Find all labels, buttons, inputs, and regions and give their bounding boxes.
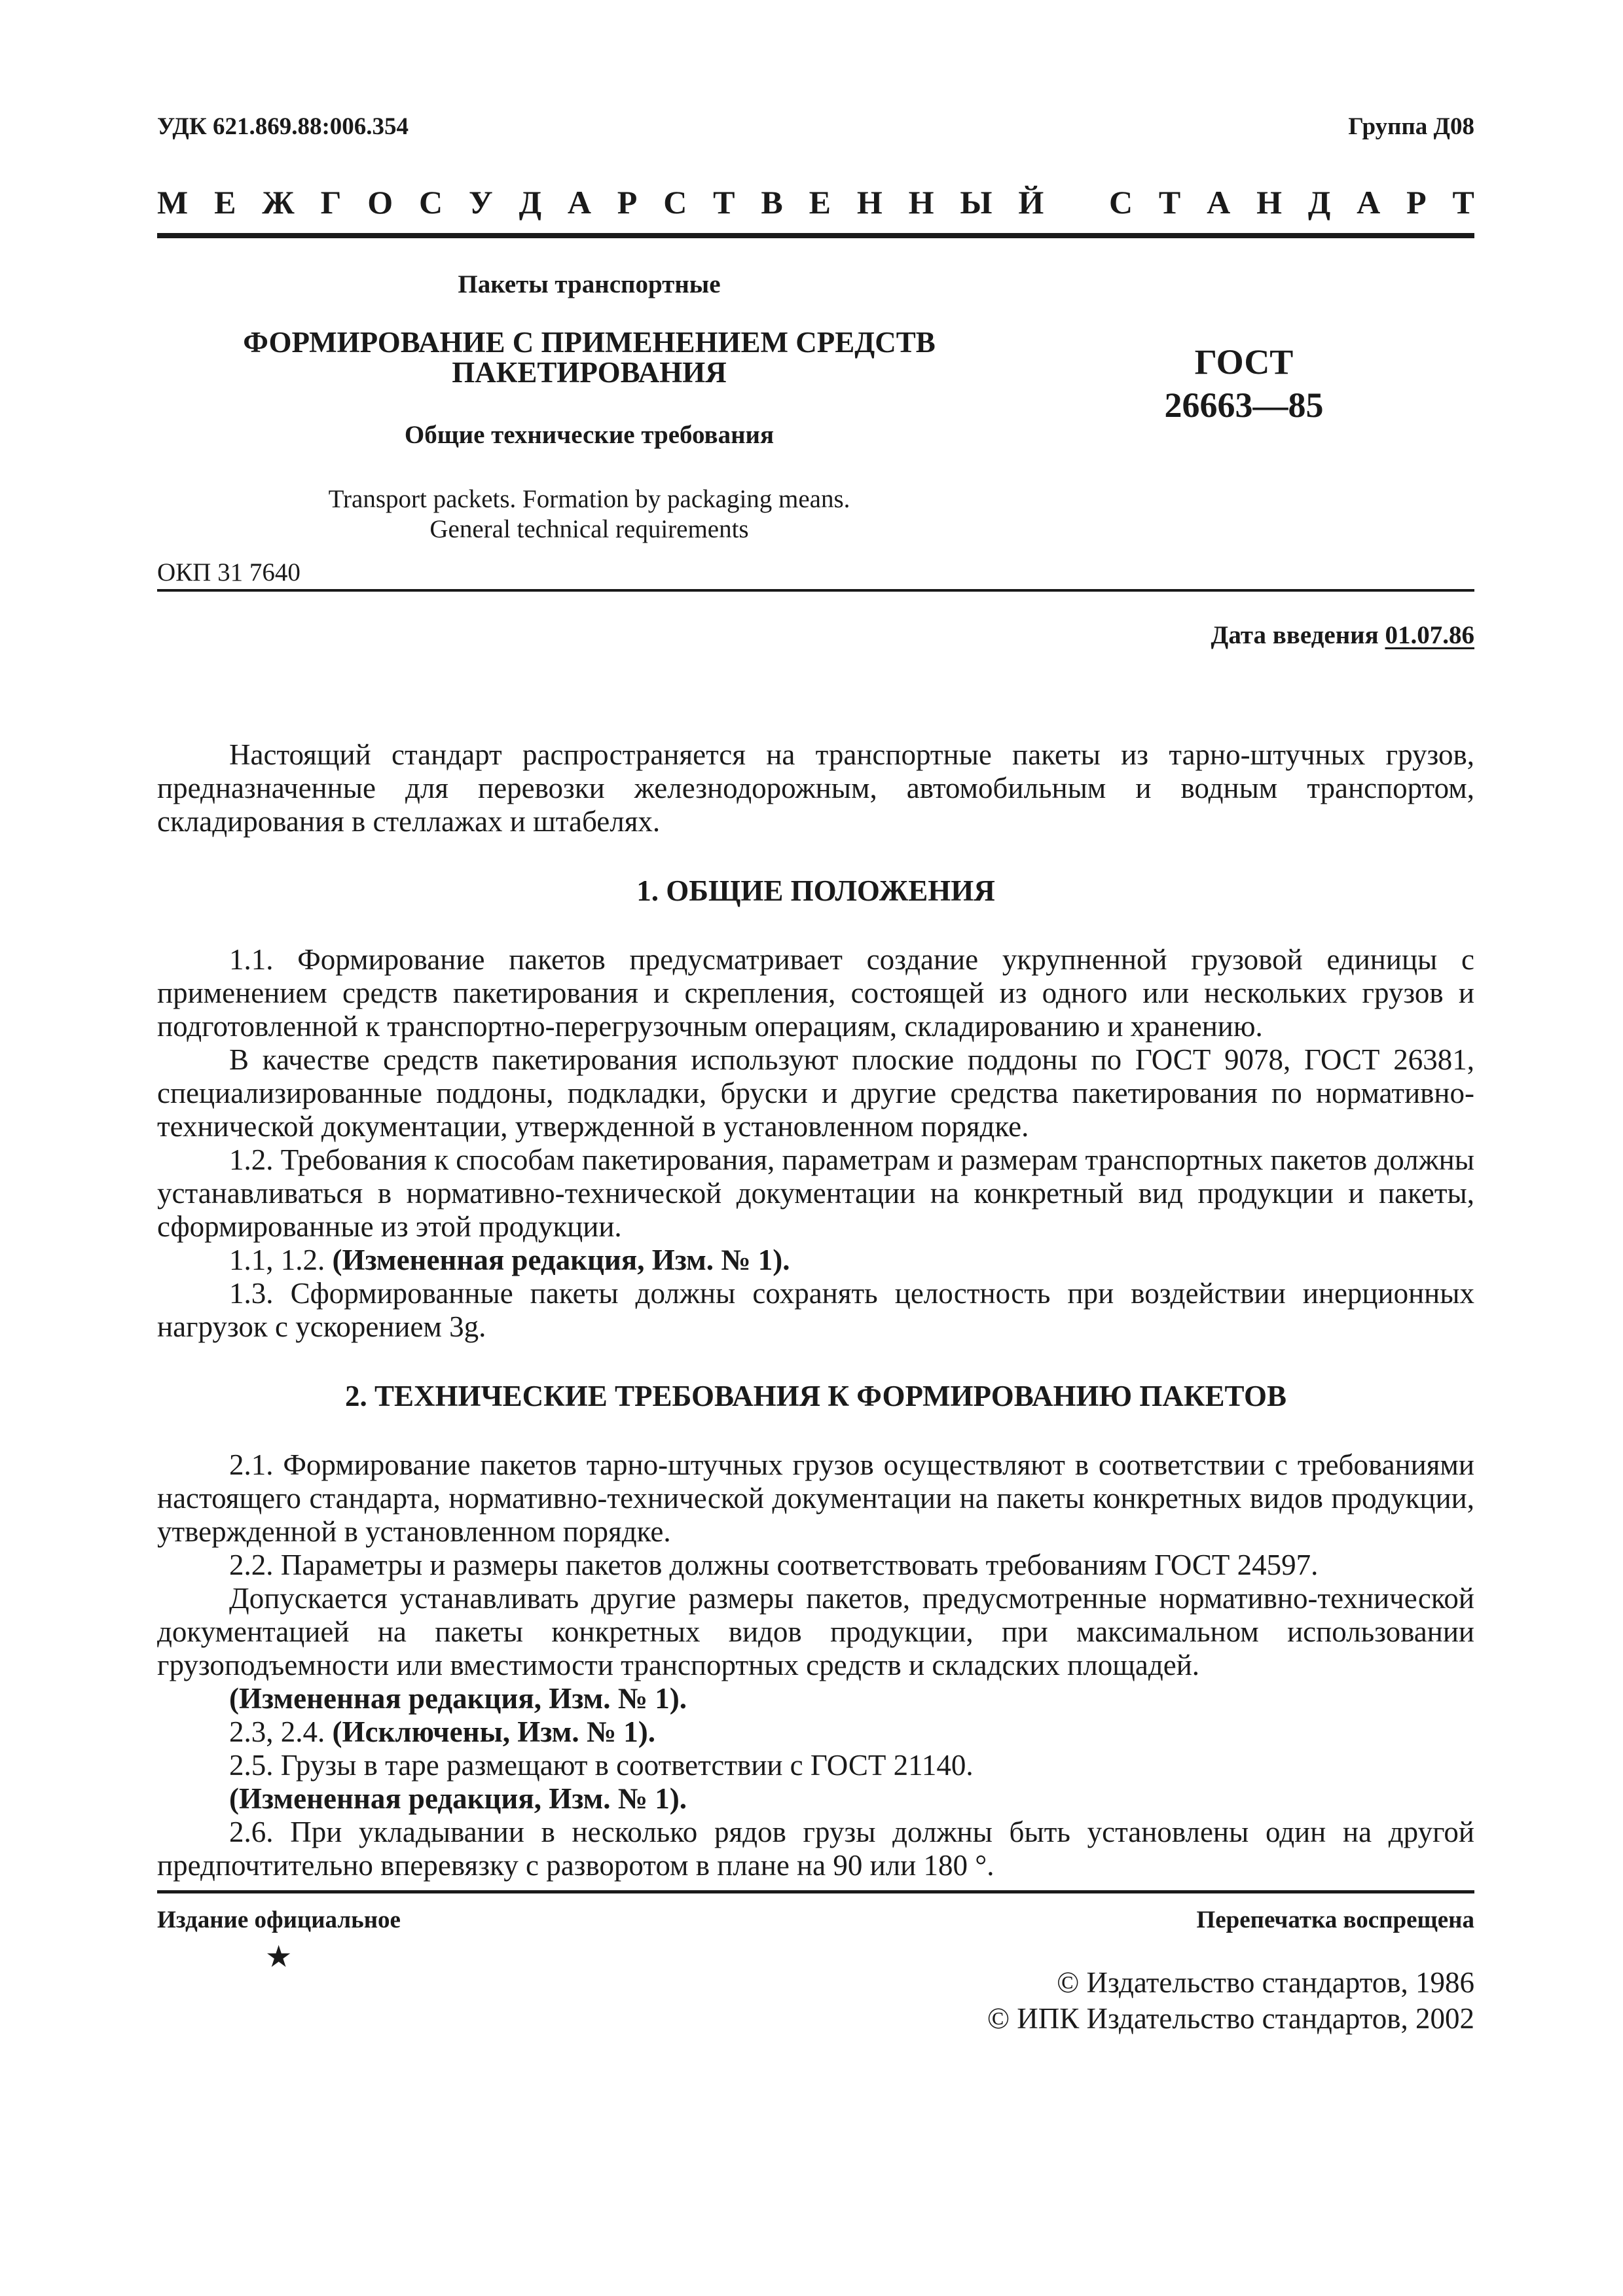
amendment-note: (Измененная редакция, Изм. № 1). <box>229 1682 687 1715</box>
subtitle-top: Пакеты транспортные <box>458 270 721 298</box>
amendment-text: (Измененная редакция, Изм. № 1). <box>332 1244 790 1276</box>
banner-letter: Е <box>214 184 236 221</box>
paragraph-2-2: 2.2. Параметры и размеры пакетов должны соответствовать требованиям ГОСТ 24597. <box>229 1549 1319 1581</box>
amendment-note: (Измененная редакция, Изм. № 1). <box>229 1782 687 1815</box>
section-2-title: 2. ТЕХНИЧЕСКИЕ ТРЕБОВАНИЯ К ФОРМИРОВАНИЮ ПАКЕТОВ <box>345 1380 1286 1412</box>
banner-gap <box>1070 183 1083 221</box>
banner-letter: С <box>419 184 443 221</box>
paragraph-1-1b: В качестве средств пакетирования используют плоские поддоны по ГОСТ 9078, ГОСТ 26381, специализированные поддоны, подкладки, бруски и другие средства пакетирования по нормативно-технической документации, утвержденной в установленном порядке. <box>157 1043 1474 1143</box>
exclusion-text: (Исключены, Изм. № 1). <box>332 1715 656 1748</box>
banner-letter: Ж <box>262 184 295 221</box>
banner-letter: Р <box>617 184 638 221</box>
exclusion-ref: 2.3, 2.4. <box>229 1715 333 1748</box>
banner-letter: У <box>469 184 493 221</box>
banner-letter: Н <box>908 184 934 221</box>
banner-letter: О <box>367 184 393 221</box>
reprint-prohibited: Перепечатка воспрещена <box>1196 1907 1474 1933</box>
main-title <box>157 327 1021 387</box>
paragraph-2-5: 2.5. Грузы в таре размещают в соответствии с ГОСТ 21140. <box>229 1749 974 1782</box>
section-1-title: 1. ОБЩИЕ ПОЛОЖЕНИЯ <box>636 874 995 907</box>
main-title-line: ПАКЕТИРОВАНИЯ <box>452 356 727 389</box>
footer-rule <box>157 1890 1474 1893</box>
banner-letter: Н <box>1256 184 1283 221</box>
amendment-note <box>157 1244 1474 1277</box>
banner-rule <box>157 233 1474 238</box>
subtitle-bottom: Общие технические требования <box>404 421 775 449</box>
banner-letter: Г <box>320 184 342 221</box>
udk-code: УДК 621.869.88:006.354 <box>157 113 409 140</box>
english-title-line: Transport packets. Formation by packaging means. <box>328 485 850 513</box>
intro-date-label: Дата введения <box>1211 621 1385 649</box>
banner-letter: А <box>1207 184 1231 221</box>
official-edition: Издание официальное <box>157 1907 401 1933</box>
star-icon: ★ <box>265 1940 293 1973</box>
exclusion-note <box>157 1715 1474 1749</box>
paragraph-2-6: 2.6. При укладывании в несколько рядов грузы должны быть установлены один на другой предпочтительно вперевязку с разворотом в плане на 90 или 180 °. <box>157 1816 1474 1882</box>
banner-letter: В <box>761 184 783 221</box>
banner-letter: Н <box>856 184 883 221</box>
copyright-line: © ИПК Издательство стандартов, 2002 <box>987 2002 1474 2035</box>
title-rule <box>157 589 1474 592</box>
banner-letter: А <box>567 184 591 221</box>
banner-letter: С <box>1108 184 1133 221</box>
banner-letter: Е <box>809 184 831 221</box>
banner-letter: Т <box>713 184 735 221</box>
english-title-line: General technical requirements <box>429 515 749 543</box>
document-body <box>157 738 1474 1882</box>
copyright-line: © Издательство стандартов, 1986 <box>1057 1966 1474 1999</box>
banner-letter: А <box>1357 184 1381 221</box>
gost-label: ГОСТ <box>1194 342 1294 382</box>
banner-letter: Т <box>1158 184 1181 221</box>
group-code: Группа Д08 <box>1348 113 1474 140</box>
standard-banner <box>157 183 1474 221</box>
copyright-block <box>987 1965 1474 2037</box>
paragraph-1-1: 1.1. Формирование пакетов предусматривает создание укрупненной грузовой единицы с применением средств пакетирования и скрепления, состоящей из одного или нескольких грузов и подготовленной к транспортно-перегрузочным операциям, складированию и хранению. <box>157 943 1474 1043</box>
gost-designation <box>1080 340 1408 427</box>
banner-letter: Ы <box>960 184 993 221</box>
main-title-line: ФОРМИРОВАНИЕ С ПРИМЕНЕНИЕМ СРЕДСТВ <box>243 326 936 359</box>
paragraph-1-2: 1.2. Требования к способам пакетирования, параметрам и размерам транспортных пакетов должны устанавливаться в нормативно-технической документации на конкретный вид продукции и пакеты, сформированные из этой продукции. <box>157 1143 1474 1243</box>
banner-letter: М <box>157 184 189 221</box>
amendment-ref: 1.1, 1.2. <box>229 1244 333 1276</box>
paragraph-1-3: 1.3. Сформированные пакеты должны сохранять целостность при воздействии инерционных нагрузок с ускорением 3g. <box>157 1277 1474 1343</box>
okp-code: ОКП 31 7640 <box>157 558 301 586</box>
gost-number: 26663—85 <box>1164 386 1324 425</box>
english-title <box>157 484 1021 545</box>
banner-letter: Д <box>519 184 541 221</box>
banner-letter: Й <box>1018 184 1044 221</box>
banner-letter: Т <box>1452 184 1474 221</box>
banner-letter: Р <box>1406 184 1427 221</box>
intro-date-value: 01.07.86 <box>1385 621 1474 649</box>
banner-letter: С <box>663 184 687 221</box>
banner-letter: Д <box>1307 184 1331 221</box>
paragraph-2-2b: Допускается устанавливать другие размеры пакетов, предусмотренные нормативно-технической документацией на пакеты конкретных видов продукции, при максимальном использовании грузоподъемности или вместимости транспортных средств и складских площадей. <box>157 1582 1474 1681</box>
intro-paragraph: Настоящий стандарт распространяется на транспортные пакеты из тарно-штучных грузов, предназначенные для перевозки железнодорожным, автомобильным и водным транспортом, складирования в стеллажах и штабелях. <box>157 738 1474 838</box>
paragraph-2-1: 2.1. Формирование пакетов тарно-штучных грузов осуществляют в соответствии с требованиями настоящего стандарта, нормативно-технической документации на пакеты конкретных видов продукции, утвержденной в установленном порядке. <box>157 1448 1474 1548</box>
intro-date <box>1211 620 1474 650</box>
